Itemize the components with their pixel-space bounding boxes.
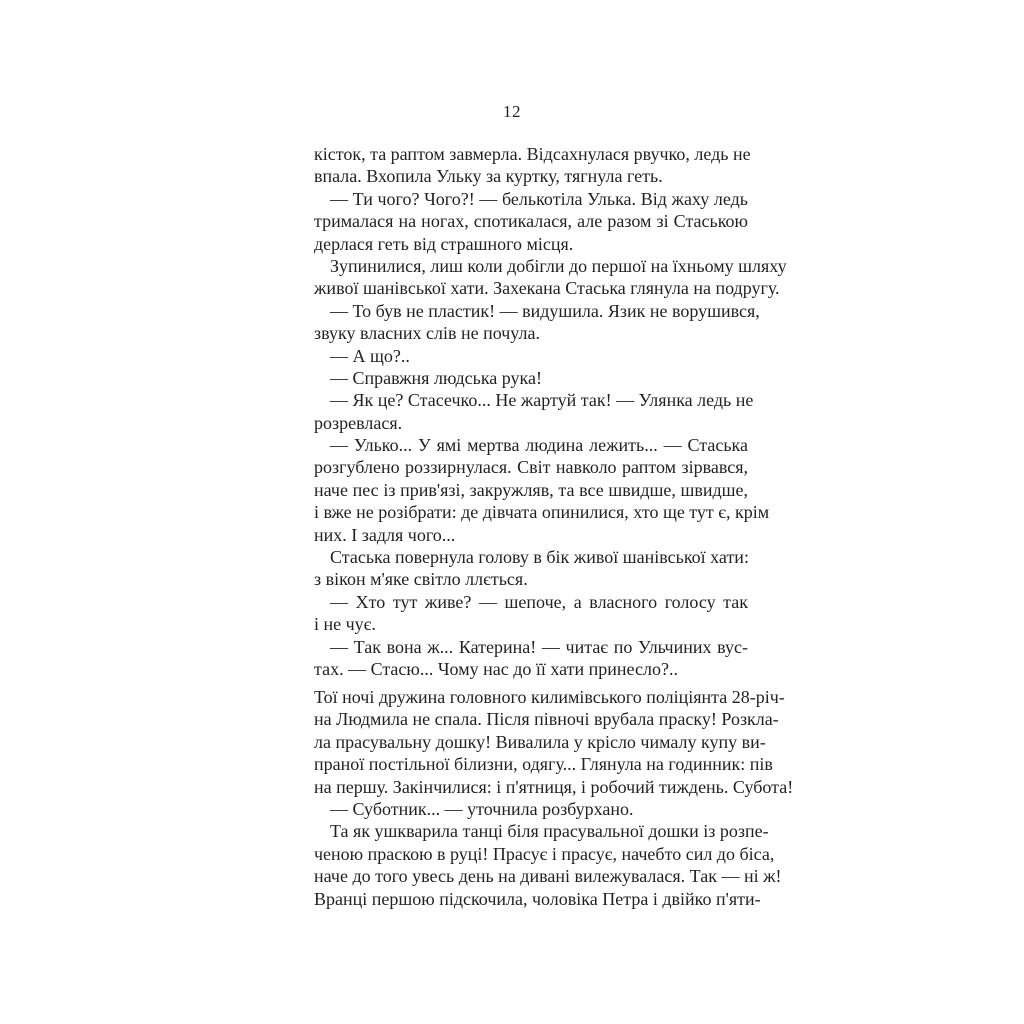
- text-line: звуку власних слів не почула.: [314, 323, 540, 344]
- text-line: — Так вона ж... Катерина! — читає по Ульчиних вус-: [330, 636, 748, 657]
- text-line: і вже не розібрати: де дівчата опинилися, хто ще тут є, крім: [314, 502, 770, 523]
- text-line: — Як це? Стасечко... Не жартуй так! — Улянка ледь не: [330, 390, 754, 411]
- text-line: праної постільної білизни, одягу... Глянула на годинник: пів: [314, 754, 773, 775]
- text-line: них. І задля чого...: [314, 524, 456, 545]
- text-line: наче пес із прив'язі, закружляв, та все швидше, швидше,: [314, 479, 748, 500]
- text-line: Вранці першою підскочила, чоловіка Петра і двійко п'яти-: [314, 888, 761, 909]
- text-line: наче до того увесь день на дивані вилежувалася. Так — ні ж!: [314, 866, 782, 887]
- text-line: — Улько... У ямі мертва людина лежить... — Стаська: [330, 435, 748, 456]
- text-line: Та як ушкварила танці біля прасувальної дошки із розпе-: [330, 821, 769, 842]
- text-line: розревлася.: [314, 412, 403, 433]
- text-line: з вікон м'яке світло ллється.: [314, 569, 528, 590]
- text-line: живої шанівської хати. Захекана Стаська глянула на подругу.: [314, 278, 780, 299]
- text-line: Тої ночі дружина головного килимівського поліціянта 28-річ-: [314, 687, 785, 707]
- text-block-story-continued: [314, 686, 794, 910]
- text-line: трималася на ногах, спотикалася, але разом зі Стаською: [314, 211, 748, 232]
- text-line: — То був не пластик! — видушила. Язик не ворушився,: [330, 300, 760, 321]
- text-line: дерлася геть від страшного місця.: [314, 233, 574, 254]
- text-line: на Людмила не спала. Після півночі врубала праску! Розкла-: [314, 709, 779, 730]
- text-line: розгублено роззирнулася. Світ навколо раптом зірвався,: [314, 457, 748, 478]
- text-line: Зупинилися, лиш коли добігли до першої на їхньому шляху: [330, 255, 787, 276]
- text-line: тах. — Стасю... Чому нас до її хати принесло?..: [314, 658, 678, 679]
- text-line: на першу. Закінчилися: і п'ятниця, і робочий тиждень. Субота!: [314, 776, 794, 797]
- text-line: кісток, та раптом завмерла. Відсахнулася рвучко, ледь не: [314, 144, 751, 164]
- text-line: — Справжня людська рука!: [330, 367, 543, 388]
- text-line: — А що?..: [330, 345, 410, 366]
- text-line: — Ти чого? Чого?! — белькотіла Улька. Від жаху ледь: [330, 188, 748, 209]
- text-line: — Суботник... — уточнила розбурхано.: [330, 798, 634, 819]
- text-line: ченою праскою в руці! Прасує і прасує, начебто сил до біса,: [314, 843, 775, 864]
- text-block-story: [314, 143, 787, 680]
- text-line: і не чує.: [314, 614, 376, 635]
- text-line: ла прасувальну дошку! Вивалила у крісло чималу купу ви-: [314, 731, 766, 752]
- text-line: — Хто тут живе? — шепоче, а власного голосу так: [330, 591, 748, 612]
- page-number: 12: [503, 102, 521, 121]
- text-line: впала. Вхопила Ульку за куртку, тягнула геть.: [314, 166, 663, 187]
- text-line: Стаська повернула голову в бік живої шанівської хати:: [330, 547, 749, 568]
